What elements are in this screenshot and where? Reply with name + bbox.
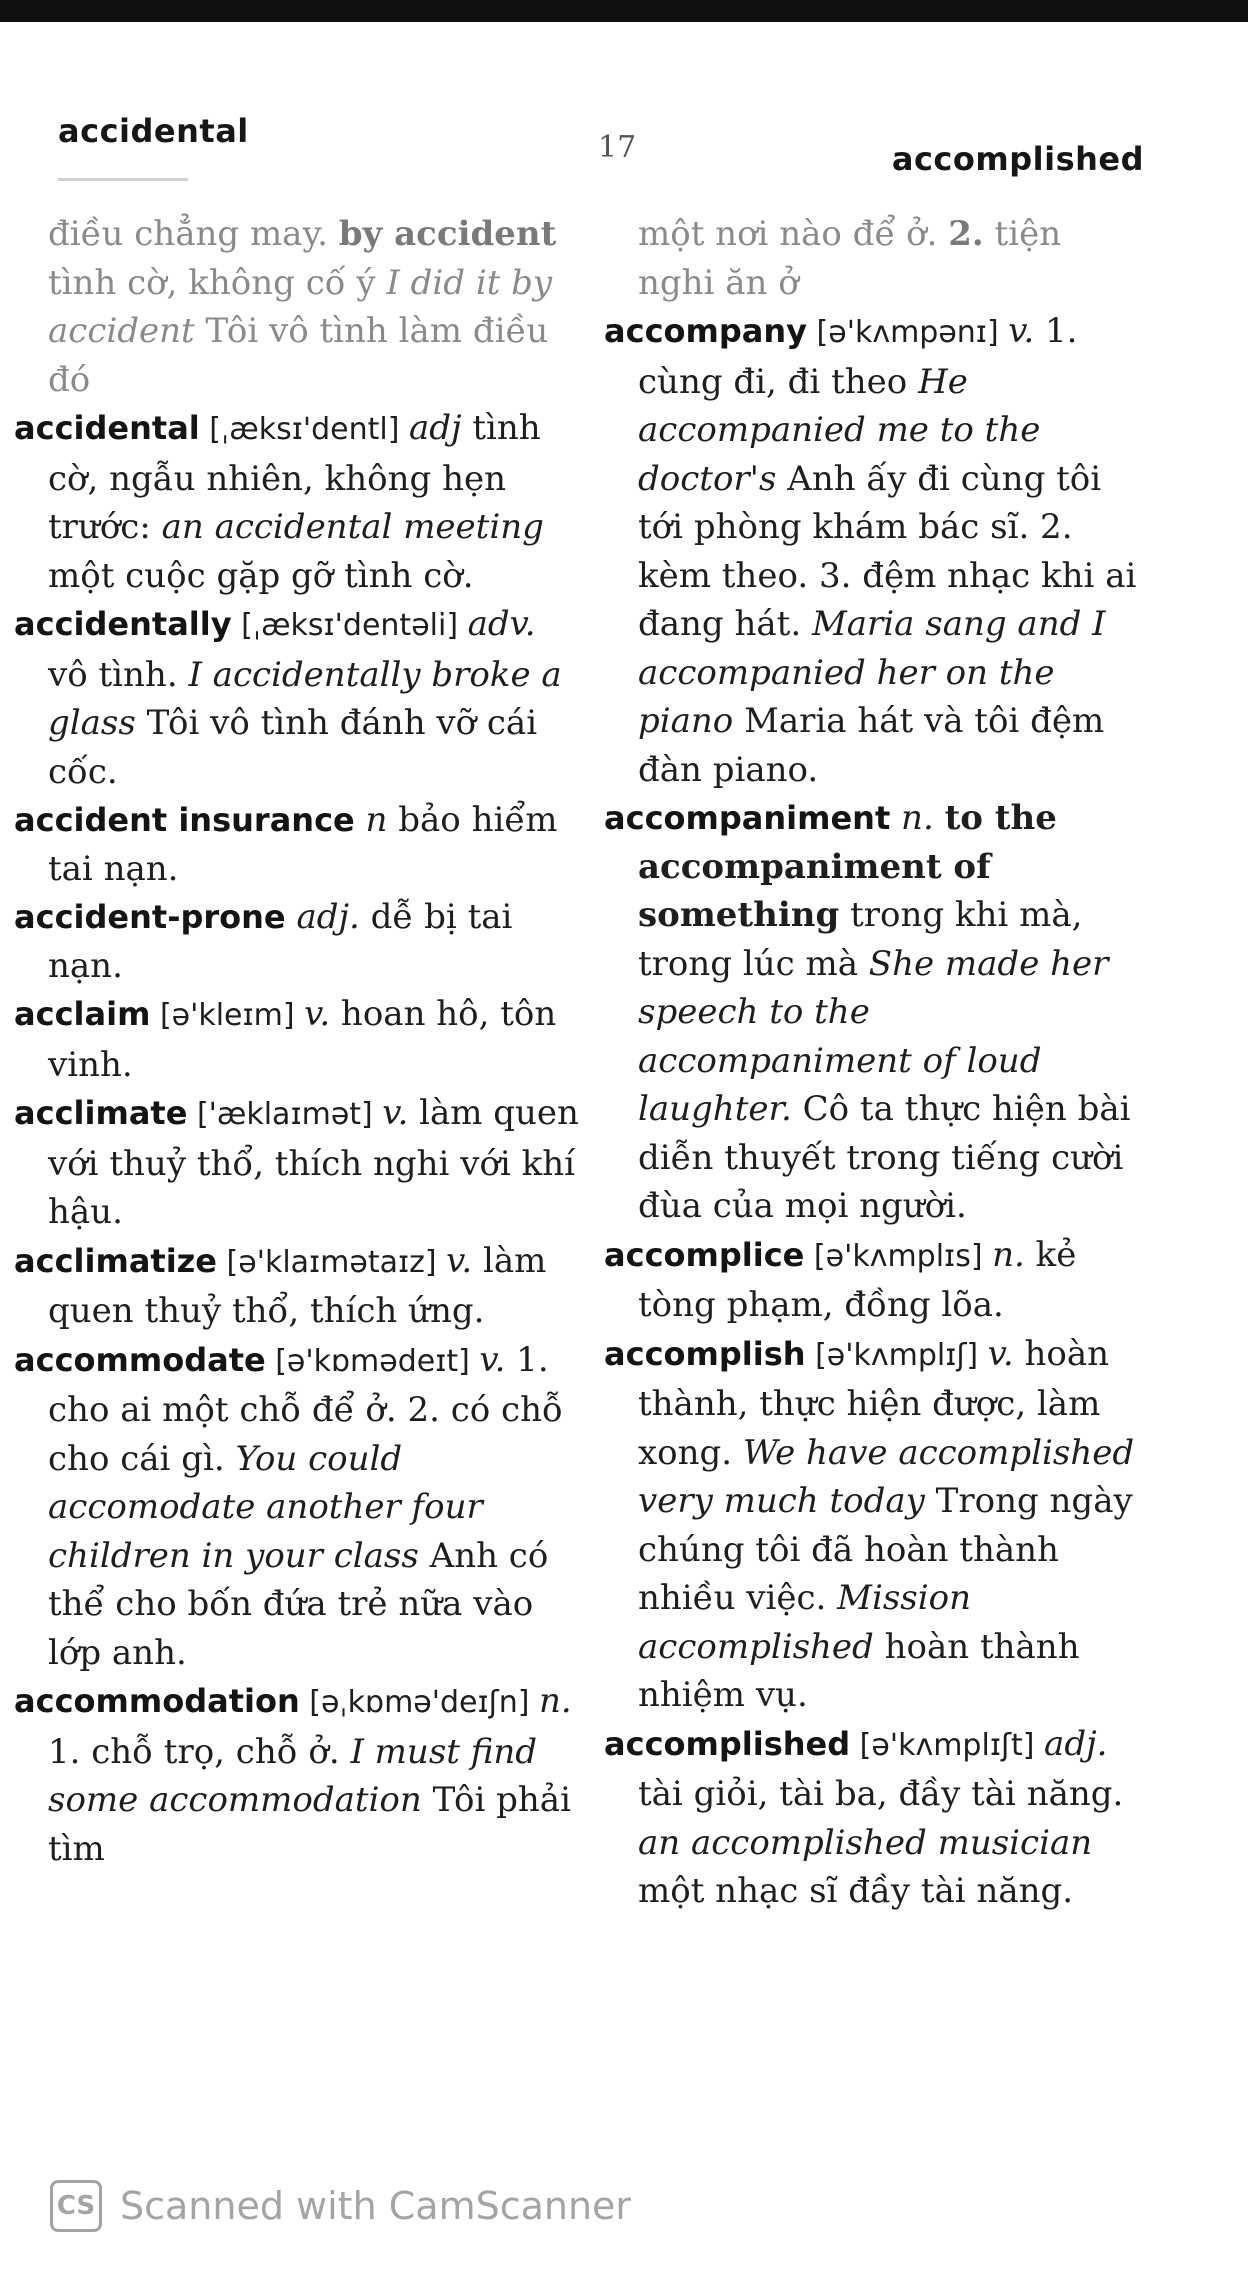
dictionary-entry	[604, 1720, 1148, 1916]
definition: tình cờ, không cố ý	[48, 262, 387, 303]
dictionary-entry	[14, 1336, 584, 1678]
right-guide-word: accomplished	[891, 140, 1144, 178]
dictionary-entry	[14, 1089, 584, 1237]
part-of-speech: n.	[901, 798, 934, 838]
pronunciation: [ə'kleɪm]	[150, 998, 305, 1033]
part-of-speech: v.	[304, 994, 331, 1034]
part-of-speech: v.	[479, 1339, 506, 1380]
headword: accommodation	[14, 1682, 300, 1720]
definition: 1. cùng đi, đi theo	[638, 311, 1078, 402]
pronunciation: [ə'klaɪmətaɪz]	[217, 1244, 447, 1280]
part-of-speech: v.	[382, 1093, 409, 1133]
definition: Anh ấy đi cùng tôi tới phòng khám bác sĩ. 2. kèm theo. 3. đệm nhạc khi ai đang hát.	[638, 458, 1137, 644]
definition: hoan hô, tôn vinh.	[48, 994, 557, 1085]
definition: làm quen với thuỷ thổ, thích nghi với khí hậu.	[48, 1093, 579, 1232]
headword: accompaniment	[604, 799, 891, 837]
headword: accompany	[604, 312, 807, 350]
entry-continuation	[14, 210, 584, 404]
pronunciation: [ˌæksɪ'dentəli]	[231, 608, 468, 643]
part-of-speech: v.	[1008, 311, 1035, 351]
pronunciation: [əˌkɒmə'deɪʃn]	[299, 1685, 539, 1720]
pronunciation: [ə'kʌmplɪʃ]	[805, 1337, 988, 1373]
pronunciation: [ə'kʌmpənɪ]	[807, 315, 1009, 350]
camscanner-watermark	[50, 2176, 631, 2236]
definition: hoàn thành, thực hiện được, làm xong.	[638, 1333, 1109, 1473]
example: Maria sang and I accompanied her on the piano	[638, 604, 1106, 741]
pronunciation: [ˌæksɪ'dentl]	[199, 412, 409, 447]
definition: 1. cho ai một chỗ để ở. 2. có chỗ cho cái gì.	[48, 1339, 563, 1479]
idiom: by accident	[338, 214, 557, 254]
part-of-speech: adj	[408, 408, 462, 448]
definition: Tôi vô tình đánh vỡ cái cốc.	[48, 703, 538, 792]
definition: dễ bị tai nạn.	[48, 897, 513, 986]
left-column	[14, 210, 584, 1873]
definition: trong khi mà, trong lúc mà	[638, 895, 1083, 984]
definition: Anh có thể cho bốn đứa trẻ nữa vào lớp anh.	[48, 1535, 549, 1673]
part-of-speech: adv.	[467, 604, 536, 644]
dictionary-entry	[604, 1231, 1148, 1330]
pronunciation: [ə'kʌmplɪʃt]	[850, 1727, 1045, 1763]
example: Mission accomplished	[638, 1578, 971, 1667]
headword: acclaim	[14, 995, 151, 1033]
definition: Tôi vô tình làm điều đó	[48, 311, 549, 400]
definition	[355, 800, 366, 840]
part-of-speech: v.	[987, 1333, 1014, 1374]
definition: tiện nghi ăn ở	[638, 214, 1062, 303]
example: We have accomplished very much today	[638, 1432, 1135, 1521]
headword: accidentally	[14, 605, 232, 643]
headword: accident insurance	[14, 801, 355, 839]
idiom: 2.	[948, 214, 984, 254]
example: You could accomodate another four children in your class	[48, 1438, 483, 1576]
example: I must find some accommodation	[48, 1731, 538, 1820]
part-of-speech: n.	[539, 1681, 572, 1721]
definition: 1. chỗ trọ, chỗ ở.	[48, 1731, 351, 1772]
definition	[890, 798, 901, 838]
header-rule	[58, 178, 188, 181]
pronunciation: [ə'kɒmədeɪt]	[265, 1343, 480, 1379]
definition: hoàn thành nhiệm vụ.	[638, 1626, 1080, 1715]
camscanner-logo-icon: CS	[50, 2180, 102, 2232]
dictionary-entry	[14, 990, 584, 1089]
definition	[286, 897, 297, 937]
example: She made her speech to the accompaniment of loud laughter.	[638, 943, 1109, 1129]
definition: kẻ tòng phạm, đồng lõa.	[638, 1234, 1077, 1325]
part-of-speech: n.	[992, 1234, 1025, 1275]
dictionary-entry	[604, 307, 1148, 794]
headword: accommodate	[14, 1340, 266, 1379]
example: I accidentally broke a glass	[48, 654, 562, 743]
part-of-speech: v.	[446, 1240, 473, 1281]
dictionary-entry	[604, 794, 1148, 1231]
definition: một cuộc gặp gỡ tình cờ.	[48, 555, 474, 596]
dictionary-entry	[14, 600, 584, 796]
dictionary-entry	[14, 404, 584, 600]
pronunciation: [ə'kʌmplɪs]	[804, 1238, 993, 1274]
example: an accidental meeting	[161, 507, 544, 547]
watermark-text: Scanned with CamScanner	[120, 2184, 632, 2228]
dictionary-entry	[14, 893, 584, 990]
definition: điều chẳng may.	[48, 214, 339, 254]
top-edge-bar	[0, 0, 1248, 22]
dictionary-entry	[14, 1677, 584, 1873]
page-header	[58, 112, 1144, 178]
definition: vô tình.	[48, 654, 189, 695]
headword: acclimate	[14, 1094, 188, 1132]
definition: một nhạc sĩ đầy tài năng.	[638, 1871, 1074, 1911]
definition	[934, 798, 945, 838]
definition: tài giỏi, tài ba, đầy tài năng.	[638, 1774, 1124, 1814]
part-of-speech: adj.	[296, 897, 360, 937]
dictionary-entry	[14, 1237, 584, 1336]
headword: acclimatize	[14, 1241, 217, 1280]
headword: accomplice	[604, 1235, 805, 1274]
definition: Tôi phải tìm	[48, 1780, 571, 1869]
example: an accomplished musician	[638, 1822, 1093, 1863]
pronunciation: ['æklaɪmət]	[187, 1097, 383, 1132]
part-of-speech: n	[365, 800, 388, 840]
example: He accompanied me to the doctor's	[638, 361, 1041, 499]
definition: Maria hát và tôi đệm đàn piano.	[638, 701, 1105, 790]
headword: accomplish	[604, 1334, 806, 1373]
left-guide-word: accidental	[58, 112, 249, 150]
headword: accomplished	[604, 1724, 851, 1763]
headword: accidental	[14, 409, 200, 447]
definition: Cô ta thực hiện bài diễn thuyết trong tiếng cười đùa của mọi người.	[638, 1089, 1131, 1226]
dictionary-entry	[604, 1330, 1148, 1720]
definition: một nơi nào để ở.	[638, 214, 949, 254]
example: I did it by accident	[48, 262, 553, 351]
definition: Trong ngày chúng tôi đã hoàn thành nhiều việc.	[638, 1481, 1133, 1618]
page-number: 17	[598, 130, 637, 165]
entry-continuation	[604, 210, 1148, 307]
definition: tình cờ, ngẫu nhiên, không hẹn trước:	[48, 408, 541, 547]
dictionary-entry	[14, 796, 584, 893]
headword: accident-prone	[14, 898, 286, 936]
definition: bảo hiểm tai nạn.	[48, 800, 558, 889]
definition: làm quen thuỷ thổ, thích ứng.	[48, 1240, 547, 1331]
right-column	[604, 210, 1148, 1916]
idiom: to the accompaniment of something	[638, 798, 1057, 935]
part-of-speech: adj.	[1044, 1723, 1108, 1764]
